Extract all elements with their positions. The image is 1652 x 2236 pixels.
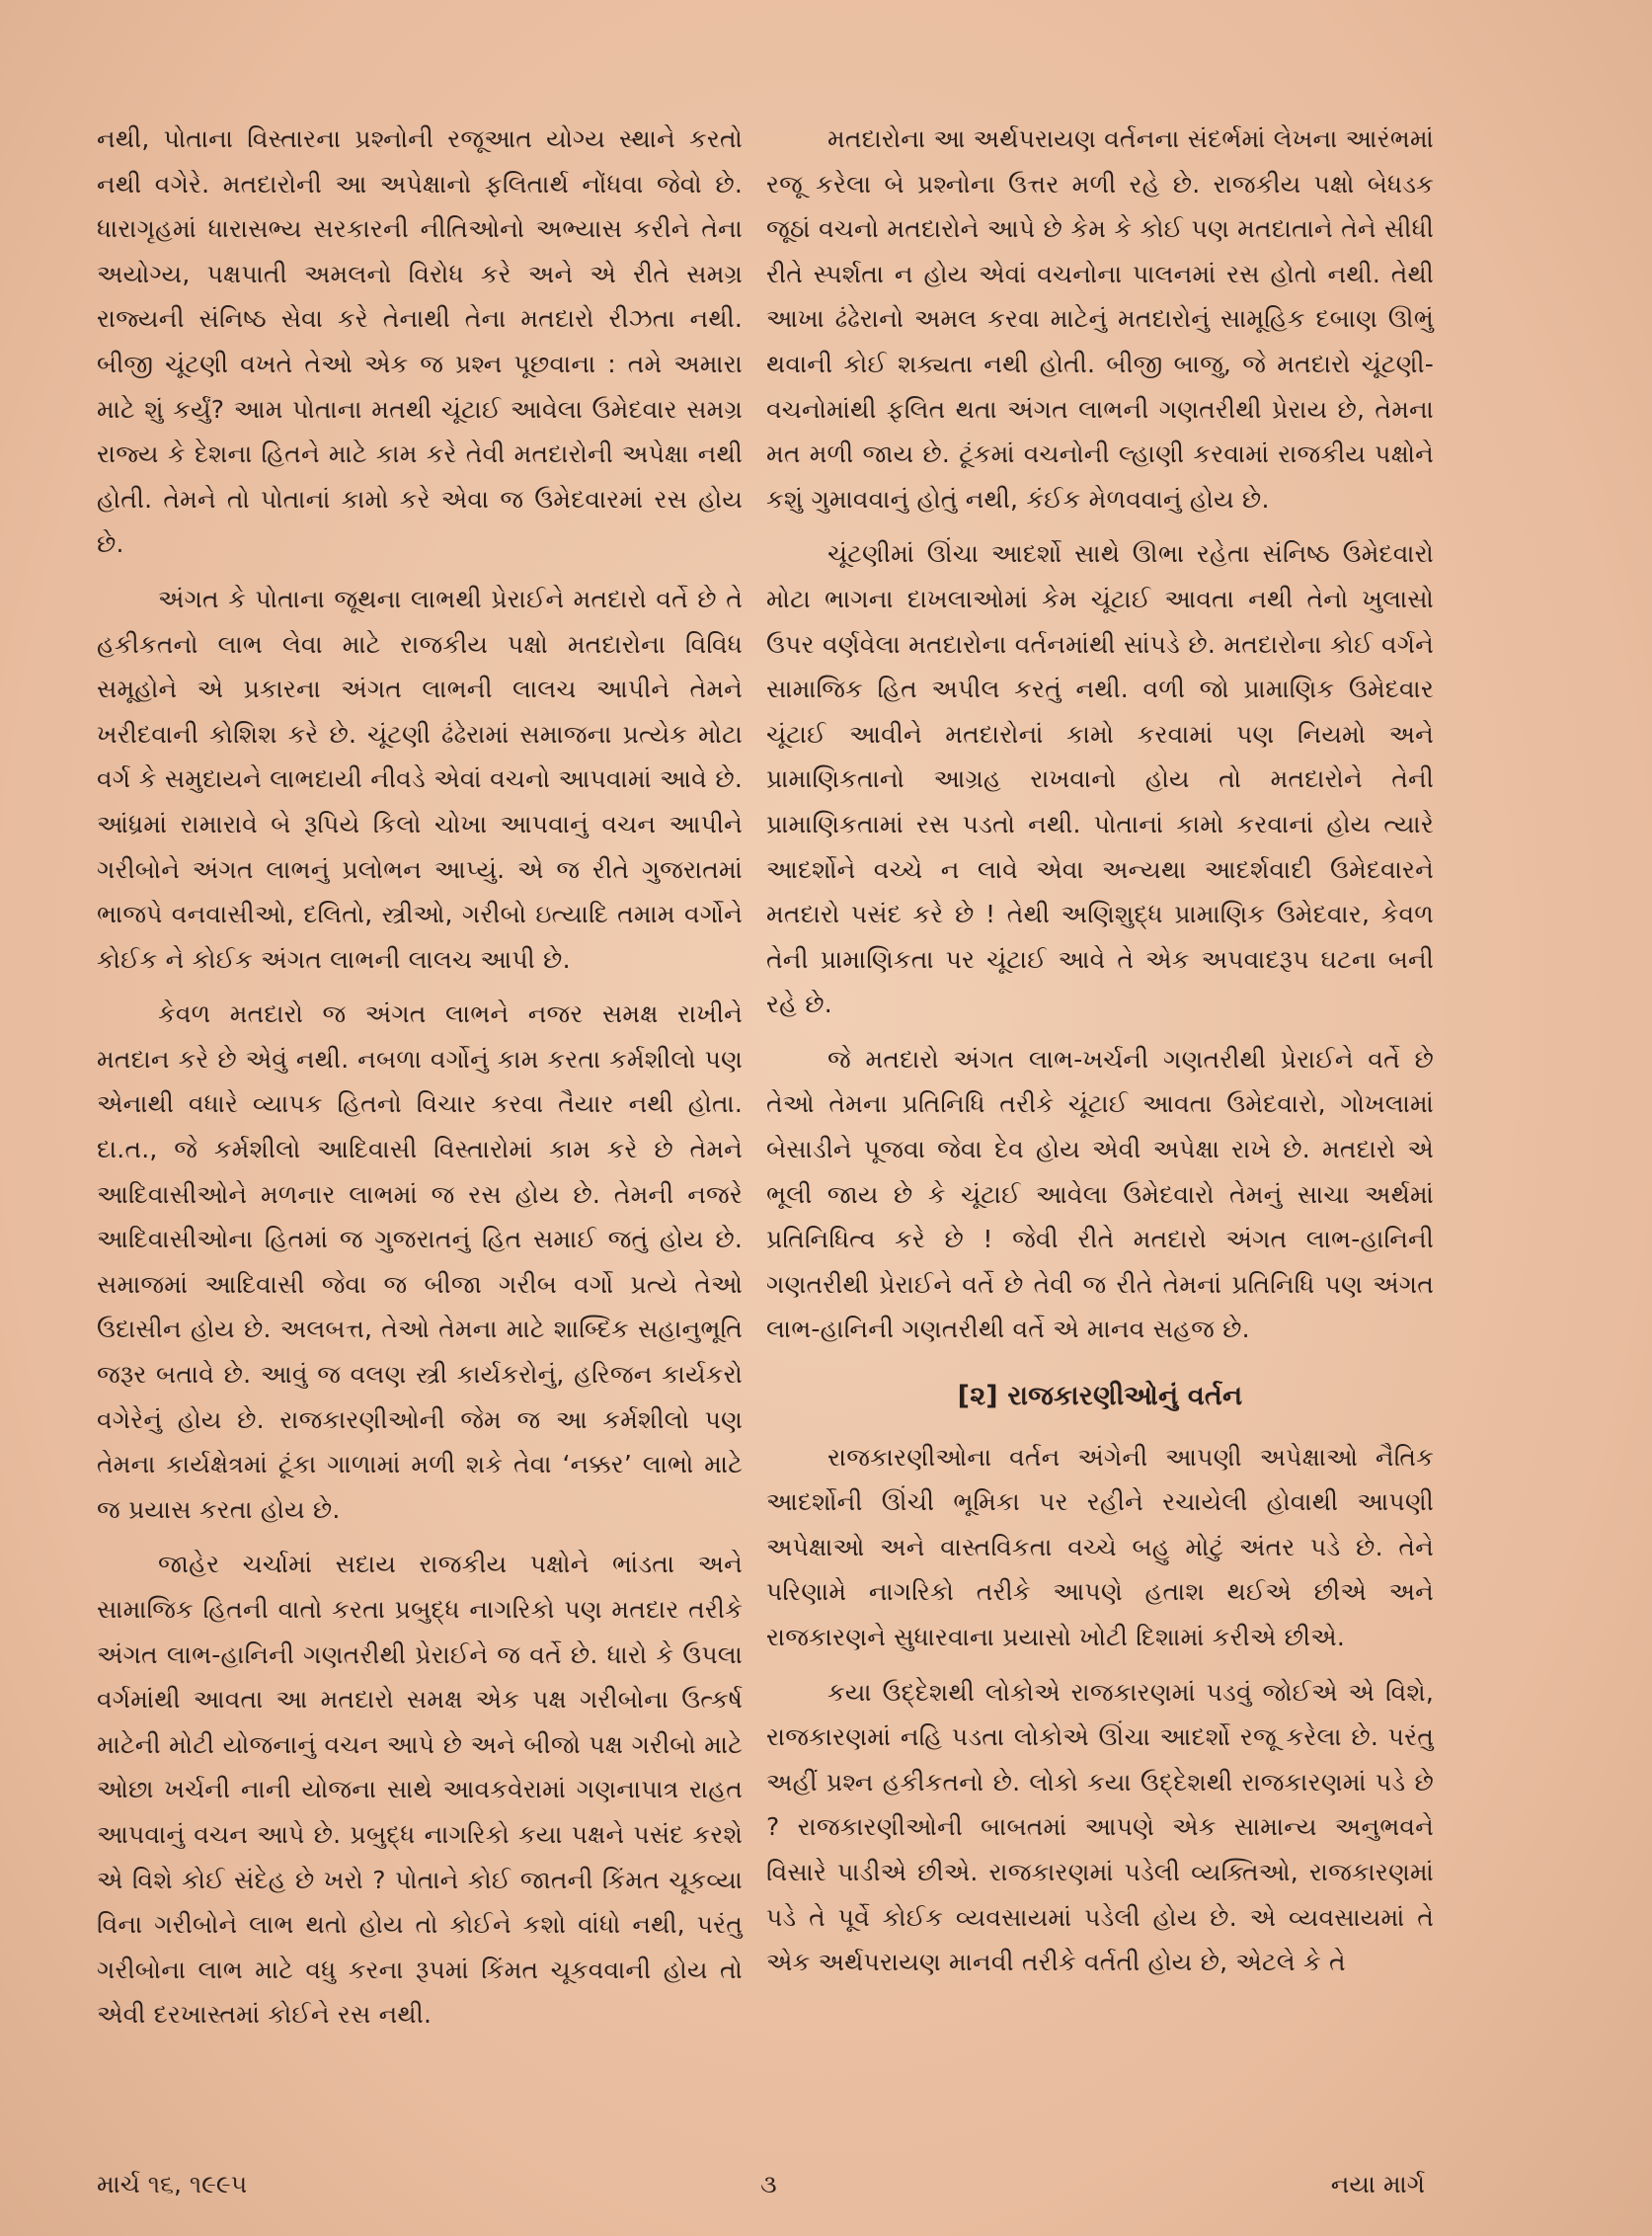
paragraph: કેવળ મતદારો જ અંગત લાભને નજર સમક્ષ રાખીને મતદાન કરે છે એવું નથી. નબળા વર્ગોનું કામ કરતા કર્મશીલો પણ એનાથી વધારે વ્યાપક હિતનો વિચાર કરવા તૈયાર નથી હોતા. દા.ત., જે કર્મશીલો આદિવાસી વિસ્તારોમાં કામ કરે છે તેમને આદિવાસીઓને મળનાર લાભમાં જ રસ હોય છે. તેમની નજરે આદિવાસીઓના હિતમાં જ ગુજરાતનું હિત સમાઈ જતું હોય છે. સમાજમાં આદિવાસી જેવા જ બીજા ગરીબ વર્ગો પ્રત્યે તેઓ ઉદાસીન હોય છે. અલબત્ત, તેઓ તેમના માટે શાબ્દિક સહાનુભૂતિ જરૂર બતાવે છે. આવું જ વલણ સ્ત્રી કાર્યકરોનું, હરિજન કાર્યકરો વગેરેનું હોય છે. રાજકારણીઓની જેમ જ આ કર્મશીલો પણ તેમના કાર્યક્ષેત્રમાં ટૂંકા ગાળામાં મળી શકે તેવા ‘નક્કર’ લાભો માટે જ પ્રયાસ કરતા હોય છે. — [97, 999, 743, 1524]
section-heading: [૨] રાજકારણીઓનું વર્તન — [957, 1381, 1243, 1412]
page-number: ૩ — [760, 2170, 777, 2198]
magazine-name: નયા માર્ગ — [1330, 2170, 1425, 2198]
page-footer — [0, 2170, 1652, 2209]
paragraph: જે મતદારો અંગત લાભ-ખર્ચની ગણતરીથી પ્રેરાઈને વર્તે છે તેઓ તેમના પ્રતિનિધિ તરીકે ચૂંટાઈ આવતા ઉમેદવારો, ગોખલામાં બેસાડીને પૂજવા જેવા દેવ હોય એવી અપેક્ષા રાખે છે. મતદારો એ ભૂલી જાય છે કે ચૂંટાઈ આવેલા ઉમેદવારો તેમનું સાચા અર્થમાં પ્રતિનિધિત્વ કરે છે ! જેવી રીતે મતદારો અંગત લાભ-હાનિની ગણતરીથી પ્રેરાઈને વર્તે છે તેવી જ રીતે તેમનાં પ્રતિનિધિ પણ અંગત લાભ-હાનિની ગણતરીથી વર્તે એ માનવ સહજ છે. — [766, 1044, 1434, 1344]
left-column — [97, 117, 743, 2047]
issue-date: માર્ચ ૧૬, ૧૯૯૫ — [97, 2170, 248, 2198]
paragraph: કયા ઉદ્દેશથી લોકોએ રાજકારણમાં પડવું જોઈએ એ વિશે, રાજકારણમાં નહિ પડતા લોકોએ ઊંચા આદર્શો રજૂ કરેલા છે. પરંતુ અહીં પ્રશ્ન હકીકતનો છે. લોકો કયા ઉદ્દેશથી રાજકારણમાં પડે છે ? રાજકારણીઓની બાબતમાં આપણે એક સામાન્ય અનુભવને વિસારે પાડીએ છીએ. રાજકારણમાં પડેલી વ્યક્તિઓ, રાજકારણમાં પડે તે પૂર્વે કોઈક વ્યવસાયમાં પડેલી હોય છે. એ વ્યવસાયમાં તે એક અર્થપરાયણ માનવી તરીકે વર્તતી હોય છે, એટલે કે તે — [766, 1677, 1434, 1977]
paragraph: જાહેર ચર્ચામાં સદાય રાજકીય પક્ષોને ભાંડતા અને સામાજિક હિતની વાતો કરતા પ્રબુદ્ધ નાગરિકો પણ મતદાર તરીકે અંગત લાભ-હાનિની ગણતરીથી પ્રેરાઈને જ વર્તે છે. ધારો કે ઉપલા વર્ગમાંથી આવતા આ મતદારો સમક્ષ એક પક્ષ ગરીબોના ઉત્કર્ષ માટેની મોટી યોજનાનું વચન આપે છે અને બીજો પક્ષ ગરીબો માટે ઓછા ખર્ચની નાની યોજના સાથે આવકવેરામાં ગણનાપાત્ર રાહત આપવાનું વચન આપે છે. પ્રબુદ્ધ નાગરિકો કયા પક્ષને પસંદ કરશે એ વિશે કોઈ સંદેહ છે ખરો ? પોતાને કોઈ જાતની કિંમત ચૂકવ્યા વિના ગરીબોને લાભ થતો હોય તો કોઈને કશો વાંધો નથી, પરંતુ ગરીબોના લાભ માટે વધુ કરના રૂપમાં કિંમત ચૂકવવાની હોય તો એવી દરખાસ્તમાં કોઈને રસ નથી. — [97, 1550, 743, 2030]
paragraph: રાજકારણીઓના વર્તન અંગેની આપણી અપેક્ષાઓ નૈતિક આદર્શોની ઊંચી ભૂમિકા પર રહીને રચાયેલી હોવાથી આપણી અપેક્ષાઓ અને વાસ્તવિકતા વચ્ચે બહુ મોટું અંતર પડે છે. તેને પરિણામે નાગરિકો તરીકે આપણે હતાશ થઈએ છીએ અને રાજકારણને સુધારવાના પ્રયાસો ખોટી દિશામાં કરીએ છીએ. — [766, 1442, 1434, 1651]
paragraph: ચૂંટણીમાં ઊંચા આદર્શો સાથે ઊભા રહેતા સંનિષ્ઠ ઉમેદવારો મોટા ભાગના દાખલાઓમાં કેમ ચૂંટાઈ આવતા નથી તેનો ખુલાસો ઉપર વર્ણવેલા મતદારોના વર્તનમાંથી સાંપડે છે. મતદારોના કોઈ વર્ગને સામાજિક હિત અપીલ કરતું નથી. વળી જો પ્રામાણિક ઉમેદવાર ચૂંટાઈ આવીને મતદારોનાં કામો કરવામાં પણ નિયમો અને પ્રામાણિકતાનો આગ્રહ રાખવાનો હોય તો મતદારોને તેની પ્રામાણિકતામાં રસ પડતો નથી. પોતાનાં કામો કરવાનાં હોય ત્યારે આદર્શોને વચ્ચે ન લાવે એવા અન્યથા આદર્શવાદી ઉમેદવારને મતદારો પસંદ કરે છે ! તેથી અણિશુદ્ધ પ્રામાણિક ઉમેદવાર, કેવળ તેની પ્રામાણિકતા પર ચૂંટાઈ આવે તે એક અપવાદરૂપ ઘટના બની રહે છે. — [766, 539, 1434, 1019]
paragraph: મતદારોના આ અર્થપરાયણ વર્તનના સંદર્ભમાં લેખના આરંભમાં રજૂ કરેલા બે પ્રશ્નોના ઉત્તર મળી રહે છે. રાજકીય પક્ષો બેધડક જૂઠાં વચનો મતદારોને આપે છે કેમ કે કોઈ પણ મતદાતાને તેને સીધી રીતે સ્પર્શતા ન હોય એવાં વચનોના પાલનમાં રસ હોતો નથી. તેથી આખા ઢંઢેરાનો અમલ કરવા માટેનું મતદારોનું સામૂહિક દબાણ ઊભું થવાની કોઈ શક્યતા નથી હોતી. બીજી બાજુ, જે મતદારો ચૂંટણી-વચનોમાંથી ફલિત થતા અંગત લાભની ગણતરીથી પ્રેરાય છે, તેમના મત મળી જાય છે. ટૂંકમાં વચનોની લ્હાણી કરવામાં રાજકીય પક્ષોને કશું ગુમાવવાનું હોતું નથી, કંઈક મેળવવાનું હોય છે. — [766, 124, 1434, 514]
paragraph: અંગત કે પોતાના જૂથના લાભથી પ્રેરાઈને મતદારો વર્તે છે તે હકીકતનો લાભ લેવા માટે રાજકીય પક્ષો મતદારોના વિવિધ સમૂહોને એ પ્રકારના અંગત લાભની લાલચ આપીને તેમને ખરીદવાની કોશિશ કરે છે. ચૂંટણી ઢંઢેરામાં સમાજના પ્રત્યેક મોટા વર્ગ કે સમુદાયને લાભદાયી નીવડે એવાં વચનો આપવામાં આવે છે. આંધ્રમાં રામારાવે બે રૂપિયે કિલો ચોખા આપવાનું વચન આપીને ગરીબોને અંગત લાભનું પ્રલોભન આપ્યું. એ જ રીતે ગુજરાતમાં ભાજપે વનવાસીઓ, દલિતો, સ્ત્રીઓ, ગરીબો ઇત્યાદિ તમામ વર્ગોને કોઈક ને કોઈક અંગત લાભની લાલચ આપી છે. — [97, 584, 743, 974]
right-column — [766, 117, 1434, 1995]
paragraph: નથી, પોતાના વિસ્તારના પ્રશ્નોની રજૂઆત યોગ્ય સ્થાને કરતો નથી વગેરે. મતદારોની આ અપેક્ષાનો ફલિતાર્થ નોંધવા જેવો છે. ધારાગૃહમાં ધારાસભ્ય સરકારની નીતિઓનો અભ્યાસ કરીને તેના અયોગ્ય, પક્ષપાતી અમલનો વિરોધ કરે અને એ રીતે સમગ્ર રાજ્યની સંનિષ્ઠ સેવા કરે તેનાથી તેના મતદારો રીઝતા નથી. બીજી ચૂંટણી વખતે તેઓ એક જ પ્રશ્ન પૂછવાના : તમે અમારા માટે શું કર્યું? આમ પોતાના મતથી ચૂંટાઈ આવેલા ઉમેદવાર સમગ્ર રાજ્ય કે દેશના હિતને માટે કામ કરે તેવી મતદારોની અપેક્ષા નથી હોતી. તેમને તો પોતાનાં કામો કરે એવા જ ઉમેદવારમાં રસ હોય છે. — [97, 124, 743, 559]
